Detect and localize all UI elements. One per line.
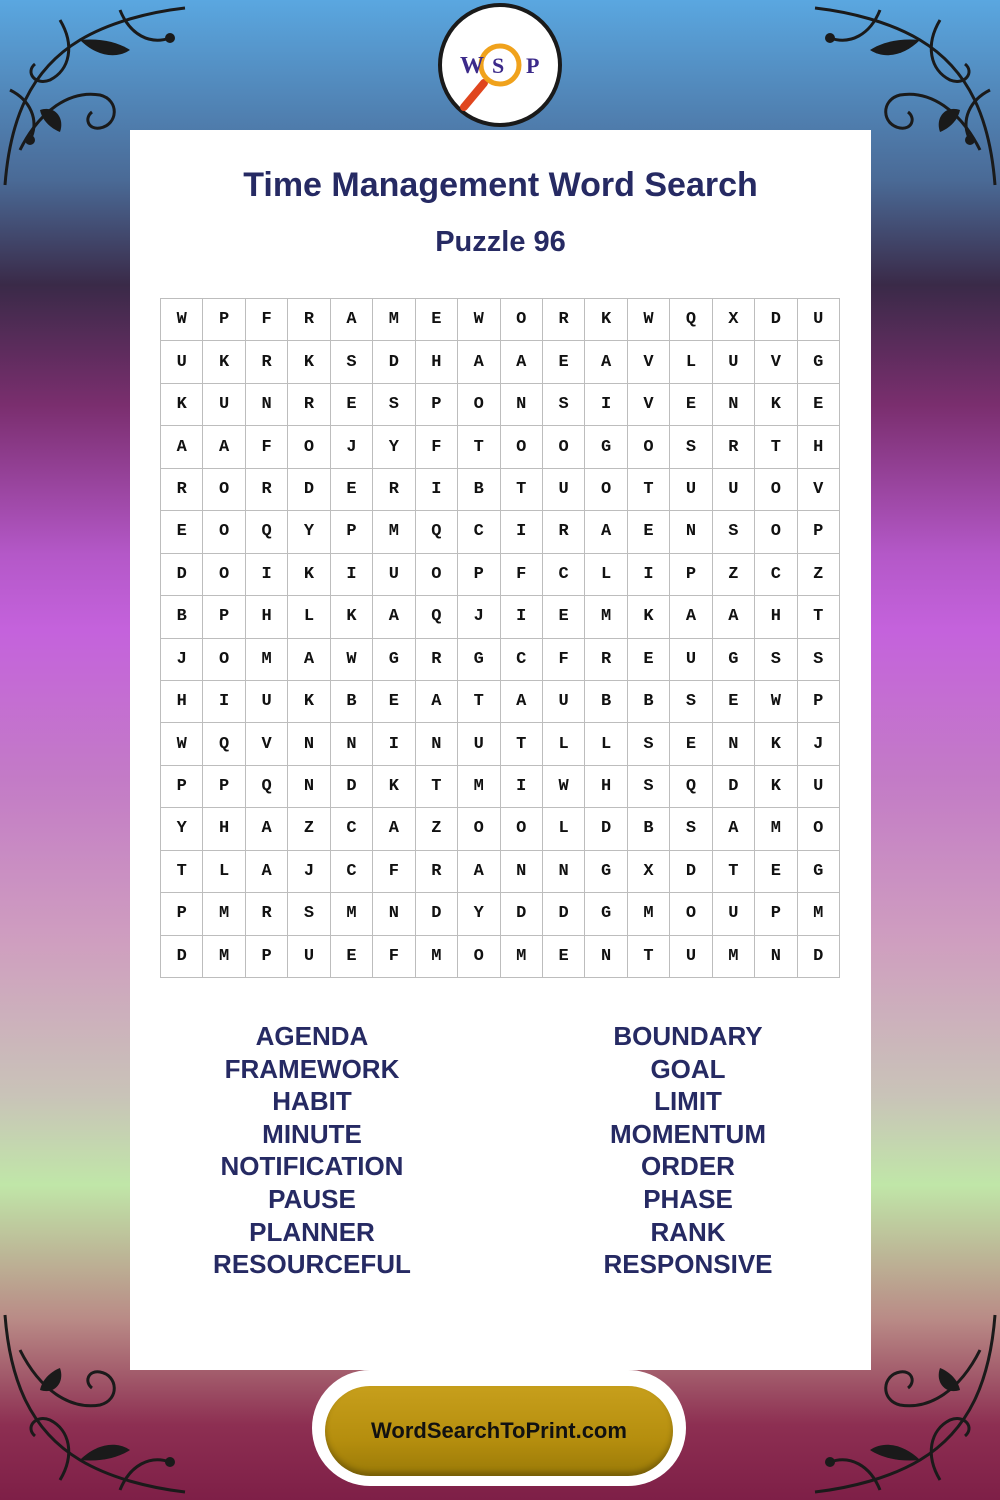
magnifier-logo-icon (442, 7, 558, 123)
grid-cell[interactable]: U (713, 893, 755, 935)
grid-cell[interactable]: I (203, 681, 245, 723)
word-list-item: GOAL (650, 1053, 726, 1084)
logo-letter-s: S (492, 53, 505, 78)
grid-cell[interactable]: Q (246, 766, 288, 808)
grid-cell[interactable]: K (628, 596, 670, 638)
grid-cell[interactable]: A (501, 341, 543, 383)
grid-cell[interactable]: U (161, 341, 203, 383)
grid-cell[interactable]: F (373, 936, 415, 978)
grid-cell[interactable]: W (628, 299, 670, 341)
grid-cell[interactable]: I (246, 554, 288, 596)
grid-cell[interactable]: E (670, 384, 712, 426)
grid-cell[interactable]: M (458, 766, 500, 808)
grid-cell[interactable]: T (501, 723, 543, 765)
grid-cell[interactable]: T (161, 851, 203, 893)
grid-cell[interactable]: W (331, 639, 373, 681)
grid-cell[interactable]: T (501, 469, 543, 511)
grid-cell[interactable]: G (585, 893, 627, 935)
grid-cell[interactable]: S (798, 639, 840, 681)
grid-cell[interactable]: N (288, 723, 330, 765)
grid-cell[interactable]: U (543, 681, 585, 723)
word-list-item: NOTIFICATION (220, 1151, 404, 1182)
grid-cell[interactable]: C (755, 554, 797, 596)
grid-cell[interactable]: V (246, 723, 288, 765)
grid-cell[interactable]: F (543, 639, 585, 681)
word-list-item: MOMENTUM (610, 1118, 766, 1149)
grid-cell[interactable]: H (585, 766, 627, 808)
grid-cell[interactable]: A (373, 596, 415, 638)
grid-cell[interactable]: O (203, 511, 245, 553)
word-list-item: MINUTE (262, 1118, 362, 1149)
grid-cell[interactable]: H (416, 341, 458, 383)
grid-cell[interactable]: P (161, 766, 203, 808)
grid-cell[interactable]: N (755, 936, 797, 978)
grid-cell[interactable]: U (670, 936, 712, 978)
word-list-right (538, 1020, 838, 1281)
grid-cell[interactable]: P (161, 893, 203, 935)
grid-cell[interactable]: H (798, 426, 840, 468)
grid-cell[interactable]: U (246, 681, 288, 723)
grid-cell[interactable]: F (416, 426, 458, 468)
grid-cell[interactable]: B (331, 681, 373, 723)
grid-cell[interactable]: J (331, 426, 373, 468)
grid-cell[interactable]: O (203, 554, 245, 596)
grid-cell[interactable]: R (161, 469, 203, 511)
grid-cell[interactable]: K (373, 766, 415, 808)
grid-cell[interactable]: R (373, 469, 415, 511)
grid-cell[interactable]: Y (288, 511, 330, 553)
grid-cell[interactable]: N (373, 893, 415, 935)
grid-cell[interactable]: T (628, 469, 670, 511)
grid-cell[interactable]: M (501, 936, 543, 978)
grid-cell[interactable]: B (585, 681, 627, 723)
grid-cell[interactable]: A (288, 639, 330, 681)
grid-cell[interactable]: H (755, 596, 797, 638)
grid-cell[interactable]: A (161, 426, 203, 468)
grid-cell[interactable]: A (670, 596, 712, 638)
grid-cell[interactable]: Z (288, 808, 330, 850)
grid-cell[interactable]: L (670, 341, 712, 383)
word-list-item: HABIT (272, 1086, 352, 1117)
grid-cell[interactable]: I (628, 554, 670, 596)
grid-cell[interactable]: O (798, 808, 840, 850)
grid-cell[interactable]: K (331, 596, 373, 638)
grid-cell[interactable]: O (501, 808, 543, 850)
grid-cell[interactable]: M (585, 596, 627, 638)
grid-cell[interactable]: F (246, 426, 288, 468)
grid-cell[interactable]: R (543, 299, 585, 341)
grid-cell[interactable]: D (798, 936, 840, 978)
grid-cell[interactable]: S (670, 808, 712, 850)
grid-cell[interactable]: I (501, 596, 543, 638)
page-title: Time Management Word Search (243, 166, 758, 204)
word-list-item: RESOURCEFUL (213, 1249, 411, 1280)
grid-cell[interactable]: P (798, 511, 840, 553)
grid-cell[interactable]: K (755, 723, 797, 765)
grid-cell[interactable]: W (543, 766, 585, 808)
grid-cell[interactable]: H (246, 596, 288, 638)
grid-cell[interactable]: A (458, 341, 500, 383)
grid-cell[interactable]: D (713, 766, 755, 808)
grid-cell[interactable]: L (288, 596, 330, 638)
grid-cell[interactable]: J (288, 851, 330, 893)
grid-cell[interactable]: W (161, 723, 203, 765)
grid-cell[interactable]: M (755, 808, 797, 850)
grid-cell[interactable]: O (755, 469, 797, 511)
grid-cell[interactable]: A (416, 681, 458, 723)
grid-cell[interactable]: K (755, 766, 797, 808)
grid-cell[interactable]: O (458, 808, 500, 850)
grid-cell[interactable]: N (585, 936, 627, 978)
grid-cell[interactable]: O (458, 936, 500, 978)
grid-cell[interactable]: R (585, 639, 627, 681)
word-list-item: PLANNER (249, 1216, 375, 1247)
grid-cell[interactable]: A (501, 681, 543, 723)
grid-cell[interactable]: G (373, 639, 415, 681)
grid-cell[interactable]: C (543, 554, 585, 596)
grid-cell[interactable]: D (501, 893, 543, 935)
grid-cell[interactable]: E (798, 384, 840, 426)
grid-cell[interactable]: E (331, 384, 373, 426)
grid-cell[interactable]: A (331, 299, 373, 341)
grid-cell[interactable]: P (246, 936, 288, 978)
grid-cell[interactable]: B (458, 469, 500, 511)
grid-cell[interactable]: E (416, 299, 458, 341)
grid-cell[interactable]: O (501, 426, 543, 468)
grid-cell[interactable]: E (755, 851, 797, 893)
grid-cell[interactable]: D (161, 554, 203, 596)
grid-cell[interactable]: D (288, 469, 330, 511)
grid-cell[interactable]: U (543, 469, 585, 511)
grid-cell[interactable]: Y (161, 808, 203, 850)
grid-cell[interactable]: W (755, 681, 797, 723)
grid-cell[interactable]: C (458, 511, 500, 553)
grid-cell[interactable]: P (203, 596, 245, 638)
grid-cell[interactable]: R (416, 639, 458, 681)
grid-cell[interactable]: Q (203, 723, 245, 765)
grid-cell[interactable]: I (416, 469, 458, 511)
grid-cell[interactable]: G (713, 639, 755, 681)
grid-cell[interactable]: F (246, 299, 288, 341)
grid-cell[interactable]: T (798, 596, 840, 638)
grid-cell[interactable]: T (458, 681, 500, 723)
grid-cell[interactable]: G (585, 851, 627, 893)
grid-cell[interactable]: H (203, 808, 245, 850)
grid-cell[interactable]: N (713, 384, 755, 426)
grid-cell[interactable]: S (628, 723, 670, 765)
grid-cell[interactable]: Y (373, 426, 415, 468)
grid-cell[interactable]: L (203, 851, 245, 893)
word-list-item: FRAMEWORK (224, 1053, 400, 1084)
grid-cell[interactable]: G (458, 639, 500, 681)
grid-cell[interactable]: R (713, 426, 755, 468)
grid-cell[interactable]: T (628, 936, 670, 978)
grid-cell[interactable]: O (203, 639, 245, 681)
grid-cell[interactable]: O (288, 426, 330, 468)
word-list-item: PHASE (643, 1183, 733, 1214)
grid-cell[interactable]: X (713, 299, 755, 341)
grid-cell[interactable]: M (331, 893, 373, 935)
grid-cell[interactable]: K (288, 554, 330, 596)
grid-cell[interactable]: P (670, 554, 712, 596)
grid-cell[interactable]: O (543, 426, 585, 468)
grid-cell[interactable]: J (798, 723, 840, 765)
grid-cell[interactable]: O (501, 299, 543, 341)
grid-cell[interactable]: O (203, 469, 245, 511)
grid-cell[interactable]: N (543, 851, 585, 893)
word-list-item: ORDER (641, 1151, 735, 1182)
grid-cell[interactable]: Q (416, 511, 458, 553)
grid-cell[interactable]: D (670, 851, 712, 893)
grid-cell[interactable]: N (288, 766, 330, 808)
grid-cell[interactable]: N (416, 723, 458, 765)
grid-cell[interactable]: N (670, 511, 712, 553)
grid-cell[interactable]: S (331, 341, 373, 383)
grid-cell[interactable]: P (416, 384, 458, 426)
website-button[interactable] (325, 1386, 673, 1476)
grid-cell[interactable]: U (203, 384, 245, 426)
grid-cell[interactable]: K (755, 384, 797, 426)
grid-cell[interactable]: U (798, 299, 840, 341)
grid-cell[interactable]: M (798, 893, 840, 935)
grid-cell[interactable]: A (713, 808, 755, 850)
grid-cell[interactable]: V (628, 341, 670, 383)
word-list-left (162, 1020, 462, 1281)
puzzle-number: Puzzle 96 (435, 226, 566, 258)
grid-cell[interactable]: B (628, 808, 670, 850)
grid-cell[interactable]: V (628, 384, 670, 426)
grid-cell[interactable]: T (416, 766, 458, 808)
word-list-item: BOUNDARY (613, 1021, 763, 1051)
grid-cell[interactable]: I (501, 766, 543, 808)
word-list-item: RESPONSIVE (603, 1249, 773, 1280)
grid-cell[interactable]: Q (670, 766, 712, 808)
grid-cell[interactable]: D (161, 936, 203, 978)
grid-cell[interactable]: M (203, 893, 245, 935)
grid-cell[interactable]: V (755, 341, 797, 383)
grid-cell[interactable]: N (713, 723, 755, 765)
grid-cell[interactable]: I (501, 511, 543, 553)
grid-cell[interactable]: E (628, 511, 670, 553)
grid-cell[interactable]: D (543, 893, 585, 935)
grid-cell[interactable]: E (331, 936, 373, 978)
grid-cell[interactable]: X (628, 851, 670, 893)
word-list-item: PAUSE (268, 1183, 356, 1214)
grid-cell[interactable]: C (501, 639, 543, 681)
grid-cell[interactable]: O (585, 469, 627, 511)
grid-cell[interactable]: U (798, 766, 840, 808)
grid-cell[interactable]: V (798, 469, 840, 511)
grid-cell[interactable]: E (161, 511, 203, 553)
grid-cell[interactable]: S (713, 511, 755, 553)
grid-cell[interactable]: T (458, 426, 500, 468)
grid-cell[interactable]: F (373, 851, 415, 893)
grid-cell[interactable]: Y (458, 893, 500, 935)
grid-cell[interactable]: S (628, 766, 670, 808)
grid-cell[interactable]: A (713, 596, 755, 638)
grid-cell[interactable]: R (246, 893, 288, 935)
grid-cell[interactable]: K (203, 341, 245, 383)
grid-cell[interactable]: S (543, 384, 585, 426)
grid-cell[interactable]: C (331, 851, 373, 893)
grid-cell[interactable]: M (713, 936, 755, 978)
grid-cell[interactable]: N (501, 851, 543, 893)
grid-cell[interactable]: Z (713, 554, 755, 596)
grid-cell[interactable]: A (585, 341, 627, 383)
grid-cell[interactable]: J (161, 639, 203, 681)
grid-cell[interactable]: B (161, 596, 203, 638)
word-list-item: LIMIT (654, 1086, 722, 1117)
grid-cell[interactable]: R (543, 511, 585, 553)
grid-cell[interactable]: T (713, 851, 755, 893)
grid-cell[interactable]: M (628, 893, 670, 935)
grid-cell[interactable]: H (161, 681, 203, 723)
grid-cell[interactable]: O (755, 511, 797, 553)
grid-cell[interactable]: A (585, 511, 627, 553)
grid-cell[interactable]: U (458, 723, 500, 765)
grid-cell[interactable]: Q (246, 511, 288, 553)
logo-letter-p: P (526, 53, 540, 78)
grid-cell[interactable]: R (246, 341, 288, 383)
grid-cell[interactable]: C (331, 808, 373, 850)
grid-cell[interactable]: E (670, 723, 712, 765)
grid-cell[interactable]: N (246, 384, 288, 426)
grid-cell[interactable]: R (288, 299, 330, 341)
grid-cell[interactable]: P (755, 893, 797, 935)
grid-cell[interactable]: U (288, 936, 330, 978)
grid-cell[interactable]: M (373, 511, 415, 553)
grid-cell[interactable]: Q (670, 299, 712, 341)
grid-cell[interactable]: T (755, 426, 797, 468)
grid-cell[interactable]: D (373, 341, 415, 383)
word-list-item: RANK (650, 1216, 726, 1247)
grid-cell[interactable]: B (628, 681, 670, 723)
grid-cell[interactable]: S (670, 681, 712, 723)
grid-cell[interactable]: R (416, 851, 458, 893)
grid-cell[interactable]: U (713, 469, 755, 511)
grid-cell[interactable]: F (501, 554, 543, 596)
grid-cell[interactable]: R (246, 469, 288, 511)
grid-cell[interactable]: G (798, 851, 840, 893)
grid-cell[interactable]: M (373, 299, 415, 341)
grid-cell[interactable]: S (373, 384, 415, 426)
grid-cell[interactable]: M (203, 936, 245, 978)
grid-cell[interactable]: S (288, 893, 330, 935)
grid-cell[interactable]: M (416, 936, 458, 978)
grid-cell[interactable]: Z (798, 554, 840, 596)
grid-cell[interactable]: Z (416, 808, 458, 850)
grid-cell[interactable]: I (331, 554, 373, 596)
grid-cell[interactable]: E (543, 936, 585, 978)
grid-cell[interactable]: G (585, 426, 627, 468)
grid-cell[interactable]: D (331, 766, 373, 808)
grid-cell[interactable]: P (203, 299, 245, 341)
grid-cell[interactable]: L (585, 723, 627, 765)
wsp-logo (438, 3, 562, 127)
grid-cell[interactable]: S (755, 639, 797, 681)
grid-cell[interactable]: N (331, 723, 373, 765)
grid-cell[interactable]: E (373, 681, 415, 723)
grid-cell[interactable]: G (798, 341, 840, 383)
grid-cell[interactable]: A (458, 851, 500, 893)
grid-cell[interactable]: E (543, 596, 585, 638)
grid-cell[interactable]: K (288, 681, 330, 723)
grid-cell[interactable]: K (161, 384, 203, 426)
grid-cell[interactable]: O (458, 384, 500, 426)
grid-cell[interactable]: W (458, 299, 500, 341)
grid-cell[interactable]: L (543, 808, 585, 850)
grid-cell[interactable]: Q (416, 596, 458, 638)
grid-cell[interactable]: L (543, 723, 585, 765)
grid-cell[interactable]: P (331, 511, 373, 553)
grid-cell[interactable]: U (670, 469, 712, 511)
word-list-item: AGENDA (255, 1021, 369, 1051)
grid-cell[interactable]: E (331, 469, 373, 511)
grid-cell[interactable]: A (373, 808, 415, 850)
grid-cell[interactable]: A (246, 851, 288, 893)
website-label: WordSearchToPrint.com (371, 1418, 627, 1443)
grid-cell[interactable]: U (713, 341, 755, 383)
grid-cell[interactable]: A (246, 808, 288, 850)
grid-cell[interactable]: D (416, 893, 458, 935)
grid-cell[interactable]: K (288, 341, 330, 383)
footer-badge (312, 1370, 686, 1486)
puzzle-card (130, 130, 871, 1370)
grid-cell[interactable]: E (713, 681, 755, 723)
grid-cell[interactable]: U (373, 554, 415, 596)
grid-cell[interactable]: K (585, 299, 627, 341)
grid-cell[interactable]: E (628, 639, 670, 681)
grid-cell[interactable]: J (458, 596, 500, 638)
grid-cell[interactable]: O (628, 426, 670, 468)
grid-cell[interactable]: L (585, 554, 627, 596)
grid-cell[interactable]: E (543, 341, 585, 383)
grid-cell[interactable]: O (670, 893, 712, 935)
grid-cell[interactable]: P (798, 681, 840, 723)
logo-letter-w: W (460, 53, 484, 79)
grid-cell[interactable]: N (501, 384, 543, 426)
grid-cell[interactable]: W (161, 299, 203, 341)
letter-grid[interactable] (160, 298, 840, 978)
grid-cell[interactable]: I (373, 723, 415, 765)
grid-cell[interactable]: U (670, 639, 712, 681)
grid-cell[interactable]: M (246, 639, 288, 681)
grid-cell[interactable]: O (416, 554, 458, 596)
grid-cell[interactable]: P (458, 554, 500, 596)
grid-cell[interactable]: S (670, 426, 712, 468)
grid-cell[interactable]: I (585, 384, 627, 426)
grid-cell[interactable]: D (755, 299, 797, 341)
grid-cell[interactable]: R (288, 384, 330, 426)
grid-cell[interactable]: A (203, 426, 245, 468)
grid-cell[interactable]: D (585, 808, 627, 850)
grid-cell[interactable]: P (203, 766, 245, 808)
